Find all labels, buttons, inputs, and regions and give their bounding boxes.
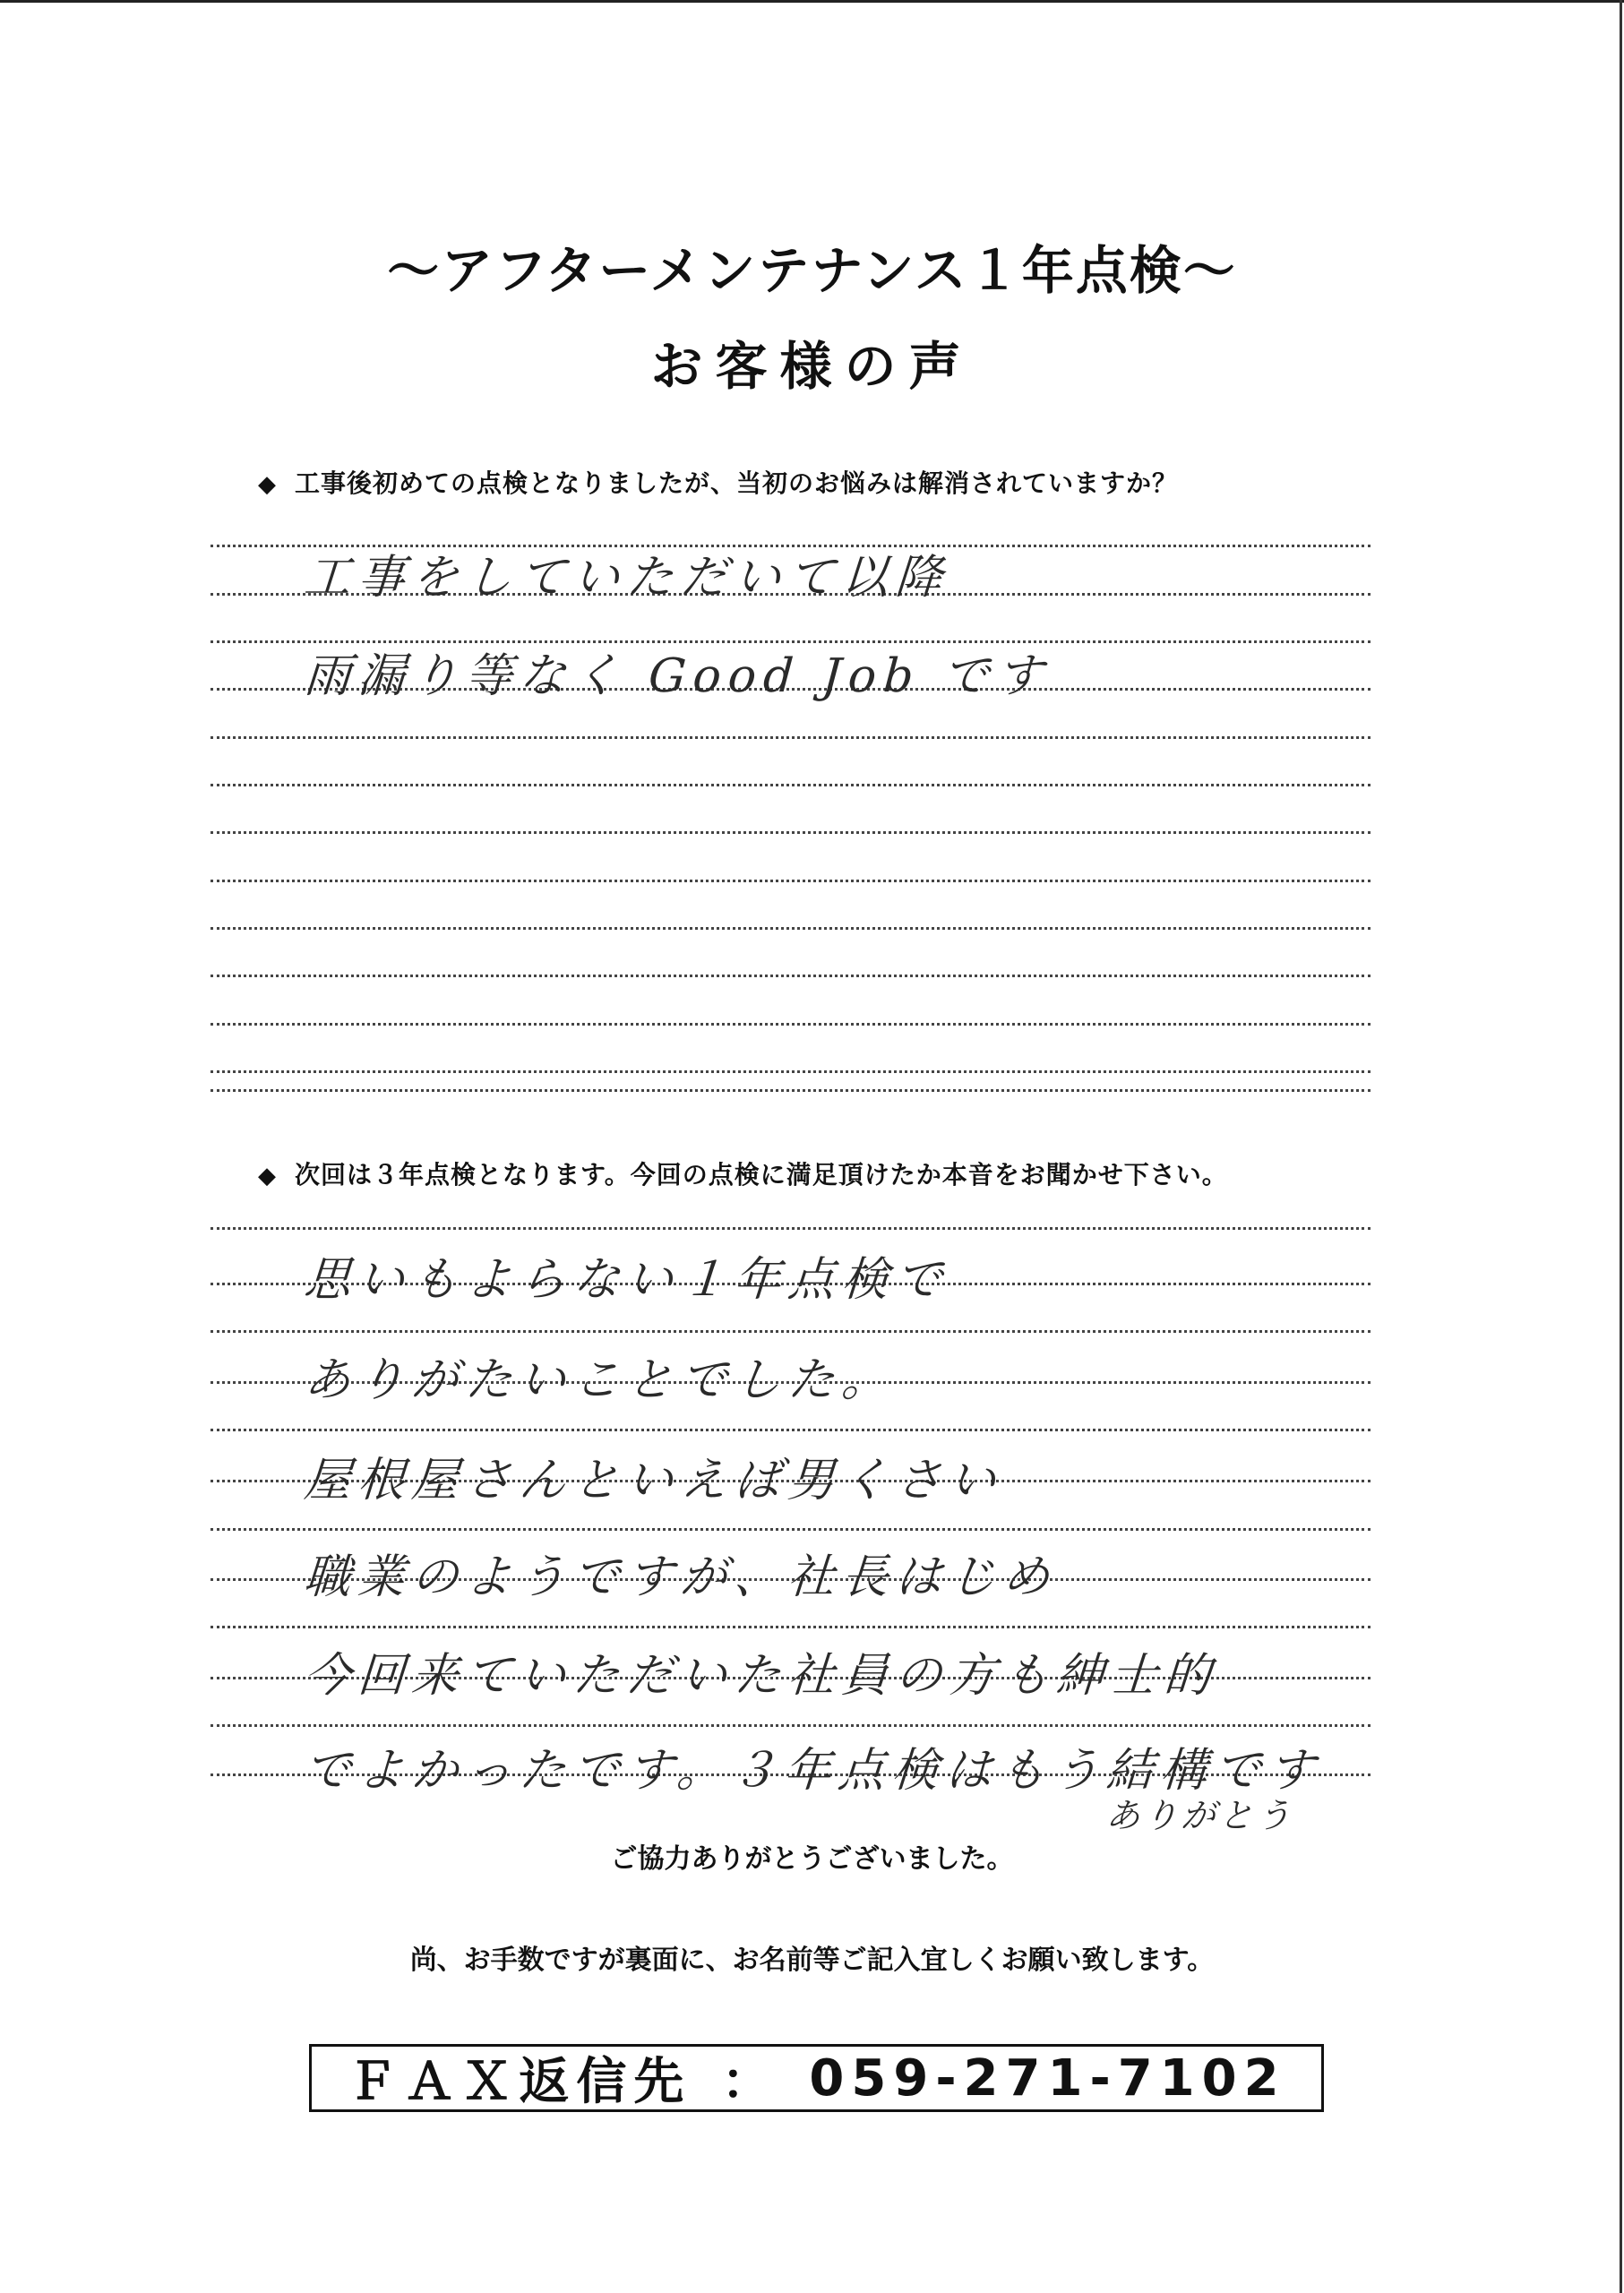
ruled-line bbox=[211, 1089, 1371, 1092]
fax-reply-box bbox=[309, 2044, 1324, 2112]
question-1 bbox=[258, 464, 1178, 500]
diamond-bullet-icon: ◆ bbox=[258, 471, 277, 498]
handwritten-answer-line: ありがたいことでした。 bbox=[302, 1353, 898, 1407]
question-1-text: 工事後初めての点検となりましたが、当初のお悩みは解消されていますか？ bbox=[295, 468, 1179, 498]
question-2 bbox=[258, 1155, 1228, 1191]
handwritten-answer-line: 雨漏り等なく Good Job です bbox=[302, 649, 1053, 703]
handwritten-answer-line: 思いもよらない１年点検で bbox=[302, 1253, 951, 1307]
ruled-line bbox=[211, 784, 1371, 786]
handwritten-note: ありがとう bbox=[1104, 1796, 1296, 1835]
ruled-line bbox=[211, 1330, 1371, 1333]
ruled-line bbox=[211, 927, 1371, 930]
ruled-line bbox=[211, 1227, 1371, 1230]
diamond-bullet-icon: ◆ bbox=[258, 1163, 277, 1189]
handwritten-answer-line: 工事をしていただいて以降 bbox=[302, 551, 951, 605]
handwritten-answer-line: 今回来ていただいた社員の方も紳士的 bbox=[302, 1649, 1220, 1703]
ruled-line bbox=[211, 831, 1371, 834]
ruled-line bbox=[211, 736, 1371, 739]
handwritten-answer-line: 屋根屋さんといえば男くさい bbox=[302, 1454, 1005, 1507]
question-2-text: 次回は３年点検となります。今回の点検に満足頂けたか本音をお聞かせ下さい。 bbox=[295, 1160, 1228, 1189]
scan-edge-top bbox=[0, 0, 1624, 3]
ruled-line bbox=[211, 1070, 1371, 1073]
thanks-message: ご協力ありがとうございました。 bbox=[610, 1843, 1014, 1875]
request-message: 尚、お手数ですが裏面に、お名前等ご記入宜しくお願い致します。 bbox=[409, 1945, 1215, 1976]
ruled-line bbox=[211, 975, 1371, 977]
fax-number: 059-271-7102 bbox=[809, 2048, 1286, 2108]
fax-label: ＦＡＸ返信先 bbox=[347, 2053, 692, 2111]
ruled-line bbox=[211, 1429, 1371, 1431]
ruled-line bbox=[211, 1724, 1371, 1727]
handwritten-answer-line: でよかったです。３年点検はもう結構です bbox=[302, 1744, 1324, 1798]
ruled-line bbox=[211, 880, 1371, 882]
page-subtitle: お客様の声 bbox=[650, 336, 974, 397]
page-title: ～アフターメンテナンス１年点検～ bbox=[387, 240, 1237, 301]
ruled-line bbox=[211, 1023, 1371, 1026]
ruled-line bbox=[211, 1528, 1371, 1531]
ruled-line bbox=[211, 1626, 1371, 1628]
fax-separator: ： bbox=[721, 2053, 779, 2111]
handwritten-answer-line: 職業のようですが、社長はじめ bbox=[302, 1550, 1059, 1604]
